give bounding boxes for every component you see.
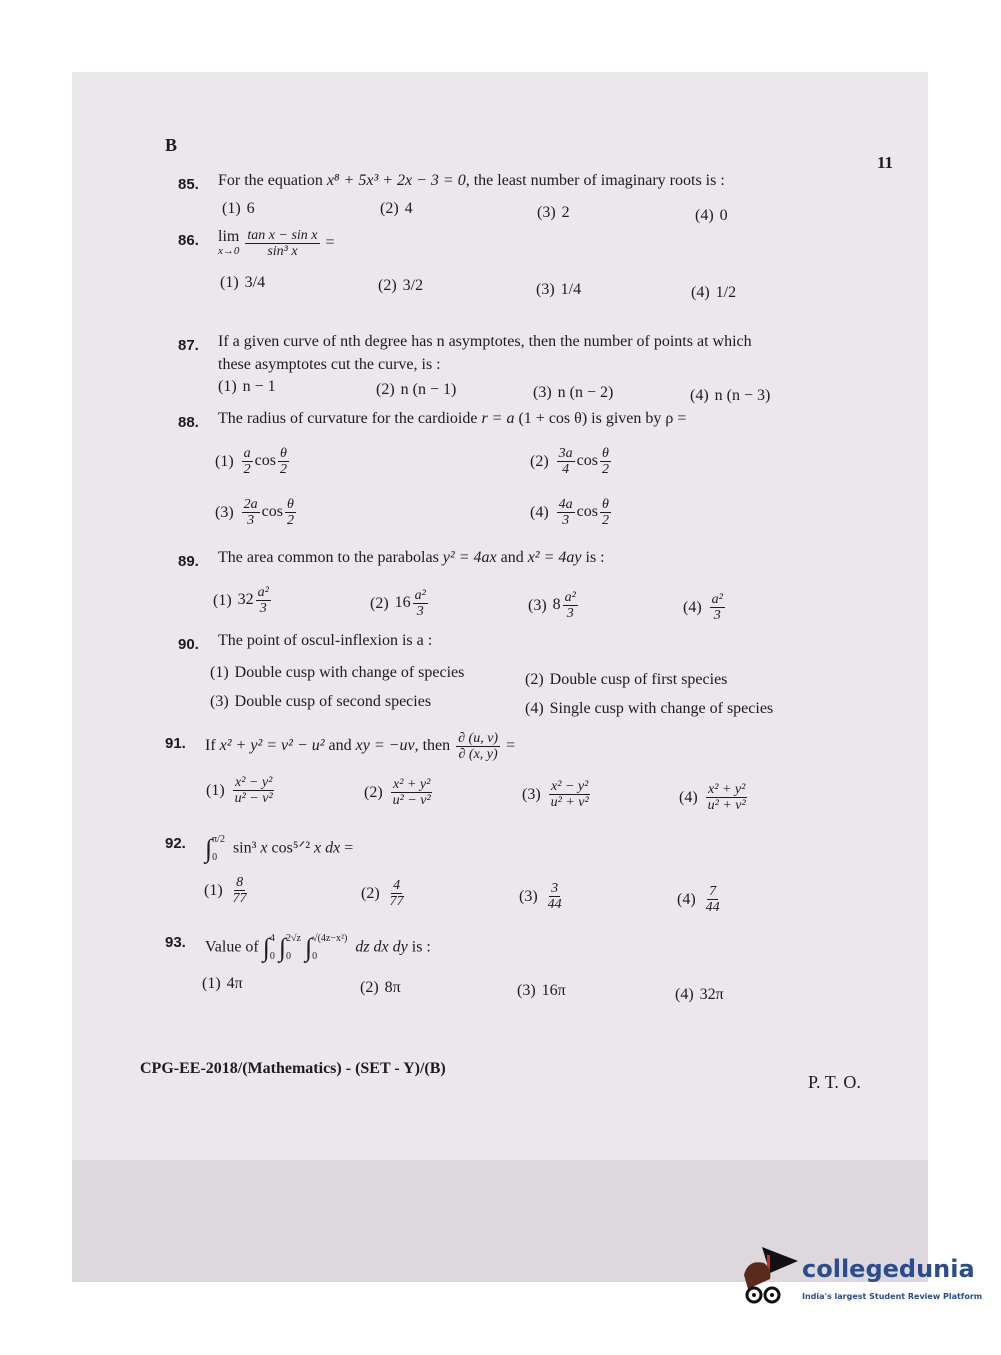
answer-option-4 — [695, 207, 728, 225]
fraction — [278, 446, 289, 477]
option-value — [550, 671, 728, 689]
integral-limits — [286, 930, 301, 966]
answer-option-4 — [675, 986, 724, 1004]
option-value — [238, 585, 273, 616]
numerator: θ — [280, 446, 287, 461]
text-run: For the equation — [218, 172, 327, 189]
answer-option-3 — [528, 590, 580, 621]
fraction — [600, 497, 611, 528]
option-value — [715, 387, 771, 405]
option-label: (1) — [202, 975, 221, 992]
option-value — [716, 284, 736, 302]
option-value — [395, 588, 430, 619]
brand-name: collegedunia — [802, 1255, 975, 1283]
answer-option-2 — [378, 277, 423, 295]
answer-option-4 — [683, 592, 727, 623]
option-label: (4) — [683, 598, 702, 616]
denominator: 44 — [547, 897, 562, 912]
page-number: 11 — [877, 153, 894, 172]
question-number: 87. — [178, 337, 199, 354]
numerator: x² − y² — [551, 779, 589, 794]
math-expression: x dx — [314, 839, 341, 857]
option-value — [240, 497, 298, 528]
denominator: 3 — [562, 513, 570, 528]
denominator: u² − v² — [392, 793, 431, 808]
answer-option-1 — [210, 664, 464, 682]
footer-code: CPG-EE-2018/(Mathematics) - (SET - Y)/(B) — [140, 1060, 446, 1077]
fraction — [231, 875, 249, 906]
numerator: a — [243, 446, 251, 461]
integral-symbol: ∫ — [262, 933, 270, 962]
option-value — [561, 281, 581, 299]
fraction — [391, 777, 433, 808]
option-value — [405, 200, 413, 218]
option-label: (2) — [376, 381, 395, 398]
answer-option-2 — [376, 381, 456, 399]
text-run: 32π — [699, 986, 724, 1003]
option-value — [235, 664, 465, 682]
answer-option-4 — [691, 284, 736, 302]
numerator: 7 — [709, 884, 717, 899]
option-label: (4) — [691, 284, 710, 301]
math-expression: dz dx dy — [355, 938, 408, 956]
option-value — [550, 700, 774, 718]
question-stem — [218, 549, 605, 567]
fraction — [245, 228, 319, 259]
integral-sign — [279, 930, 301, 966]
lim-subscript: x→0 — [218, 244, 240, 257]
option-value — [401, 381, 457, 399]
option-label: (2) — [364, 783, 383, 801]
option-label: (1) — [215, 452, 234, 470]
denominator: 2 — [601, 462, 609, 477]
numerator: θ — [287, 497, 294, 512]
integral-symbol: ∫ — [205, 834, 213, 863]
denominator: u² − v² — [234, 791, 273, 806]
option-value — [555, 446, 613, 477]
answer-option-1 — [215, 446, 291, 477]
option-label: (3) — [533, 384, 552, 401]
fraction — [549, 779, 591, 810]
integral-sign — [205, 831, 225, 867]
option-label: (4) — [695, 207, 714, 224]
text-run: The area common to the parabolas — [218, 549, 443, 566]
text-run: Double cusp with change of species — [234, 664, 465, 681]
answer-option-2 — [360, 979, 401, 997]
answer-option-2 — [370, 588, 430, 619]
denominator: 3 — [247, 513, 255, 528]
option-value — [243, 378, 276, 396]
fraction — [600, 446, 611, 477]
mascot-icon — [740, 1245, 800, 1311]
text-run: cos — [576, 503, 598, 521]
text-run: 3/2 — [402, 277, 424, 294]
option-value — [553, 590, 580, 621]
text-run: If — [205, 737, 220, 755]
limit-operator — [218, 227, 240, 258]
text-run: 8π — [384, 979, 401, 996]
option-value — [386, 878, 408, 909]
lower-limit: 0 — [269, 951, 275, 962]
lower-limit: 0 — [212, 852, 218, 863]
text-run: The radius of curvature for the cardioide — [218, 410, 482, 427]
numerator: θ — [602, 446, 609, 461]
option-value — [720, 207, 728, 225]
numerator: a² — [414, 588, 426, 603]
option-label: (3) — [517, 982, 536, 999]
denominator: 3 — [259, 601, 267, 616]
numerator: tan x − sin x — [247, 228, 318, 243]
option-value — [562, 204, 570, 222]
option-label: (1) — [222, 200, 241, 217]
option-label: (1) — [204, 881, 223, 899]
option-label: (4) — [690, 387, 709, 404]
text-run: Single cusp with change of species — [549, 700, 774, 717]
math-expression: r = a — [481, 410, 515, 427]
question-number: 93. — [165, 934, 186, 951]
text-run: 1/4 — [560, 281, 582, 298]
answer-option-2 — [525, 671, 727, 689]
text-run: 32 — [237, 591, 254, 609]
option-label: (1) — [210, 664, 229, 681]
denominator: 2 — [286, 513, 294, 528]
answer-option-2 — [361, 878, 408, 909]
answer-option-2 — [364, 777, 435, 808]
answer-option-4 — [677, 884, 724, 915]
text-run: 16 — [394, 594, 411, 612]
scanned-page — [72, 72, 928, 1282]
option-label: (3) — [210, 693, 229, 710]
fraction — [388, 878, 406, 909]
text-run: n (n − 1) — [400, 381, 457, 398]
numerator: x² + y² — [393, 777, 431, 792]
denominator: 2 — [601, 513, 609, 528]
answer-option-3 — [517, 982, 566, 1000]
text-run: 4 — [404, 200, 413, 217]
text-run: sin³ — [228, 839, 261, 857]
answer-option-3 — [519, 881, 566, 912]
answer-option-2 — [530, 446, 613, 477]
option-value — [247, 200, 255, 218]
denominator: 4 — [562, 462, 570, 477]
text-run: 8 — [552, 596, 561, 614]
fraction — [546, 881, 564, 912]
answer-option-1 — [218, 378, 276, 396]
text-run: = — [502, 737, 516, 755]
question-number: 91. — [165, 735, 186, 752]
answer-option-1 — [204, 875, 251, 906]
numerator: 4a — [558, 497, 573, 512]
numerator: 4 — [393, 878, 401, 893]
text-run: (1 + cos θ) is given by ρ = — [514, 410, 687, 427]
math-expression: xy = −uv — [355, 737, 415, 755]
integral-symbol: ∫ — [278, 933, 287, 962]
numerator: 8 — [236, 875, 244, 890]
option-label: (1) — [220, 274, 239, 291]
math-expression: x² + y² = v² − u² — [219, 737, 325, 755]
option-label: (2) — [378, 277, 397, 294]
fraction — [557, 446, 575, 477]
question-number: 88. — [178, 414, 199, 431]
option-value — [708, 592, 727, 623]
upper-limit: 2√z — [286, 933, 301, 944]
denominator: 3 — [416, 604, 424, 619]
denominator: ∂ (x, y) — [458, 747, 498, 762]
answer-option-1 — [213, 585, 273, 616]
option-value — [403, 277, 423, 295]
fraction — [285, 497, 296, 528]
numerator: ∂ (u, v) — [458, 731, 499, 746]
math-expression: x — [260, 839, 268, 857]
question-number: 86. — [178, 232, 199, 249]
option-value — [704, 782, 750, 813]
denominator: u² + v² — [550, 795, 589, 810]
answer-option-4 — [679, 782, 750, 813]
question-stem — [205, 930, 431, 966]
fraction — [242, 497, 260, 528]
option-label: (4) — [530, 503, 549, 521]
fraction — [256, 585, 271, 616]
option-label: (2) — [525, 671, 544, 688]
option-label: (4) — [679, 788, 698, 806]
fraction — [563, 590, 578, 621]
denominator: 44 — [705, 900, 720, 915]
text-run: is : — [407, 938, 431, 956]
option-value — [547, 779, 593, 810]
question-number: 85. — [178, 176, 199, 193]
denominator: 2 — [243, 462, 251, 477]
text-run: If a given curve of nth degree has n asymptotes, then the number of points at which — [218, 333, 752, 350]
text-run: n (n − 2) — [557, 384, 614, 401]
answer-option-3 — [536, 281, 581, 299]
option-value — [229, 875, 251, 906]
text-run: cos — [254, 452, 276, 470]
numerator: a² — [257, 585, 269, 600]
text-run: n − 1 — [242, 378, 276, 395]
text-run: Double cusp of first species — [549, 671, 728, 688]
option-label: (3) — [528, 596, 547, 614]
option-label: (2) — [370, 594, 389, 612]
integral-sign — [305, 930, 347, 966]
brand-tagline: India's largest Student Review Platform — [802, 1292, 983, 1301]
text-run: Value of — [205, 938, 263, 956]
option-label: (2) — [380, 200, 399, 217]
text-run: 1/2 — [715, 284, 737, 301]
option-label: (1) — [206, 781, 225, 799]
denominator: 77 — [389, 894, 404, 909]
option-label: (3) — [537, 204, 556, 221]
question-number: 89. — [178, 553, 199, 570]
answer-option-4 — [525, 700, 773, 718]
question-stem — [218, 172, 725, 190]
fraction — [233, 775, 275, 806]
option-value — [389, 777, 435, 808]
text-run: cos — [261, 503, 283, 521]
option-label: (2) — [360, 979, 379, 996]
text-run: = — [340, 839, 354, 857]
fraction — [706, 782, 748, 813]
integral-sign — [263, 930, 275, 966]
text-run: cos⁵ᐟ² — [267, 839, 315, 857]
answer-option-4 — [530, 497, 613, 528]
option-value — [385, 979, 401, 997]
question-stem — [205, 731, 515, 762]
fraction — [557, 497, 575, 528]
math-expression: y² = 4ax — [442, 549, 497, 566]
math-expression: x⁸ + 5x³ + 2x − 3 = 0 — [326, 172, 466, 189]
text-run: , the least number of imaginary roots is : — [465, 172, 725, 189]
integral-limits — [270, 930, 275, 966]
question-stem — [218, 632, 432, 650]
numerator: θ — [602, 497, 609, 512]
option-label: (1) — [213, 591, 232, 609]
option-label: (2) — [361, 884, 380, 902]
collegedunia-watermark — [740, 1245, 983, 1315]
footer-pto: P. T. O. — [808, 1072, 861, 1092]
question-stem — [218, 228, 335, 259]
question-number: 92. — [165, 835, 186, 852]
text-run: 6 — [246, 200, 255, 217]
option-label: (3) — [519, 887, 538, 905]
numerator: 2a — [243, 497, 258, 512]
lower-limit: 0 — [312, 951, 318, 962]
lower-limit: 0 — [286, 951, 292, 962]
lim-label: lim — [218, 227, 240, 245]
question-stem-line-2: these asymptotes cut the curve, is : — [218, 356, 441, 373]
option-value — [235, 693, 431, 711]
answer-option-1 — [220, 274, 265, 292]
answer-option-1 — [206, 775, 277, 806]
integral-symbol: ∫ — [304, 933, 313, 962]
numerator: a² — [564, 590, 576, 605]
text-run: Double cusp of second species — [234, 693, 432, 710]
question-stem — [218, 333, 752, 351]
denominator: 2 — [279, 462, 287, 477]
option-value — [558, 384, 614, 402]
option-label: (3) — [536, 281, 555, 298]
option-label: (2) — [530, 452, 549, 470]
option-label: (1) — [218, 378, 237, 395]
section-letter: B — [165, 135, 178, 155]
option-value — [542, 982, 566, 1000]
option-value — [544, 881, 566, 912]
fraction — [242, 446, 253, 477]
answer-option-1 — [202, 975, 243, 993]
answer-option-3 — [537, 204, 570, 222]
math-expression: x² = 4ay — [527, 549, 582, 566]
text-run: n (n − 3) — [714, 387, 771, 404]
numerator: 3a — [558, 446, 573, 461]
fraction — [704, 884, 722, 915]
option-value — [702, 884, 724, 915]
text-run: 16π — [541, 982, 566, 999]
text-run: , then — [414, 737, 455, 755]
integral-limits — [212, 831, 225, 867]
denominator: 3 — [713, 608, 721, 623]
fraction — [413, 588, 428, 619]
answer-option-3 — [533, 384, 613, 402]
option-label: (4) — [677, 890, 696, 908]
text-run: and — [496, 549, 528, 566]
text-run: 3/4 — [244, 274, 266, 291]
text-run: 0 — [719, 207, 728, 224]
option-label: (4) — [525, 700, 544, 717]
text-run: cos — [576, 452, 598, 470]
integral-limits — [312, 930, 347, 966]
question-stem — [218, 410, 686, 428]
upper-limit: √(4z−x²) — [312, 933, 348, 944]
question-stem — [205, 831, 353, 867]
option-value — [227, 975, 243, 993]
option-value — [700, 986, 724, 1004]
option-label: (4) — [675, 986, 694, 1003]
answer-option-3 — [215, 497, 298, 528]
numerator: x² + y² — [708, 782, 746, 797]
answer-option-4 — [690, 387, 770, 405]
answer-option-1 — [222, 200, 255, 218]
answer-option-3 — [522, 779, 593, 810]
option-value — [240, 446, 291, 477]
option-value — [245, 274, 265, 292]
denominator: 3 — [566, 606, 574, 621]
text-run: The point of oscul-inflexion is a : — [218, 632, 433, 649]
numerator: x² − y² — [235, 775, 273, 790]
denominator: sin³ x — [267, 244, 298, 259]
fraction — [710, 592, 725, 623]
numerator: 3 — [551, 881, 559, 896]
option-label: (3) — [215, 503, 234, 521]
text-run: 2 — [561, 204, 570, 221]
denominator: 77 — [232, 891, 247, 906]
option-label: (3) — [522, 785, 541, 803]
text-run: and — [324, 737, 356, 755]
upper-limit: 4 — [269, 933, 275, 944]
text-run: 4π — [226, 975, 243, 992]
answer-option-3 — [210, 693, 431, 711]
denominator: u² + v² — [707, 798, 746, 813]
upper-limit: π/2 — [212, 834, 225, 845]
option-value — [555, 497, 613, 528]
text-run: is : — [581, 549, 605, 566]
question-number: 90. — [178, 636, 199, 653]
numerator: a² — [711, 592, 723, 607]
fraction — [456, 731, 500, 762]
option-value — [231, 775, 277, 806]
answer-option-2 — [380, 200, 413, 218]
text-run: = — [321, 234, 335, 252]
